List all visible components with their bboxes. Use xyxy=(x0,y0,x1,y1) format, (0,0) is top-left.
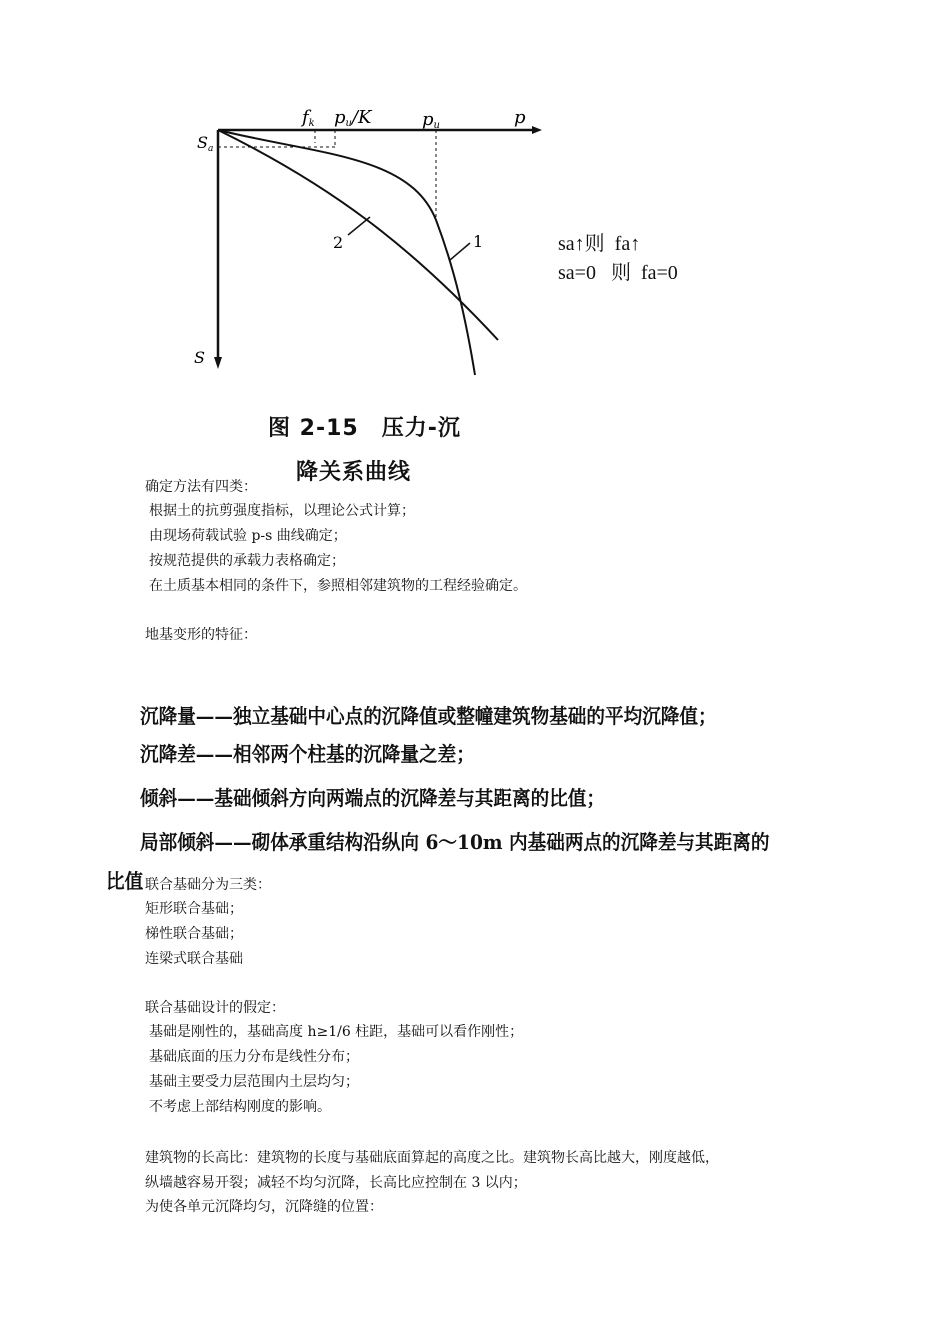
methods-item: 按规范提供的承载力表格确定； xyxy=(149,553,345,569)
note-line1: sa↑则 fa↑ xyxy=(558,233,641,255)
assumptions-title: 联合基础设计的假定： xyxy=(145,1000,285,1016)
assumptions-item: 不考虑上部结构刚度的影响。 xyxy=(149,1099,331,1115)
curve-1-label: 1 xyxy=(473,232,484,251)
combined-title: 联合基础分为三类： xyxy=(145,877,271,893)
methods-item: 根据土的抗剪强度指标，以理论公式计算； xyxy=(149,503,415,519)
methods-title: 确定方法有四类： xyxy=(145,479,257,495)
curve-2-label: 2 xyxy=(333,233,344,252)
fk-label: fk xyxy=(302,107,315,129)
figure-caption-line2: 降关系曲线 xyxy=(296,460,412,485)
ratio-line1: 建筑物的长高比：建筑物的长度与基础底面算起的高度之比。建筑物长高比越大，刚度越低， xyxy=(145,1150,719,1166)
p-axis-arrow xyxy=(532,126,542,134)
pu-label: pu xyxy=(422,109,440,131)
deformation-title: 地基变形的特征： xyxy=(145,627,257,643)
s-axis-arrow xyxy=(214,357,222,369)
methods-item: 在土质基本相同的条件下，参照相邻建筑物的工程经验确定。 xyxy=(149,578,527,594)
s-label: S xyxy=(194,348,205,367)
combined-item: 矩形联合基础； xyxy=(145,901,243,917)
sa-label: Sa xyxy=(197,133,214,154)
ratio-line2: 纵墙越容易开裂；减轻不均匀沉降，长高比应控制在 3 以内； xyxy=(145,1175,527,1191)
combined-item: 连梁式联合基础 xyxy=(145,951,243,967)
pressure-settlement-figure xyxy=(180,95,560,395)
deformation-item: 局部倾斜——砌体承重结构沿纵向 6～10m 内基础两点的沉降差与其距离的 xyxy=(140,830,770,854)
deformation-tail: 比值 xyxy=(106,869,144,893)
deformation-item: 倾斜——基础倾斜方向两端点的沉降差与其距离的比值； xyxy=(140,786,605,810)
p-label: p xyxy=(514,107,526,128)
puk-label: pu/K xyxy=(334,107,372,129)
note-line2: sa=0 则 fa=0 xyxy=(558,262,678,284)
deformation-item: 沉降量——独立基础中心点的沉降值或整幢建筑物基础的平均沉降值； xyxy=(140,704,717,728)
curve-2-leader xyxy=(348,217,370,235)
deformation-item: 沉降差——相邻两个柱基的沉降量之差； xyxy=(140,742,475,766)
assumptions-item: 基础底面的压力分布是线性分布； xyxy=(149,1049,359,1065)
assumptions-item: 基础主要受力层范围内土层均匀； xyxy=(149,1074,359,1090)
ratio-line3: 为使各单元沉降均匀，沉降缝的位置： xyxy=(145,1199,383,1215)
assumptions-item: 基础是刚性的，基础高度 h≥1/6 柱距，基础可以看作刚性； xyxy=(149,1024,524,1040)
curve-1-leader xyxy=(450,243,470,260)
combined-item: 梯性联合基础； xyxy=(145,926,243,942)
methods-item: 由现场荷载试验 p-s 曲线确定； xyxy=(149,528,347,544)
figure-caption-line1: 图 2-15 压力-沉 xyxy=(268,416,461,441)
